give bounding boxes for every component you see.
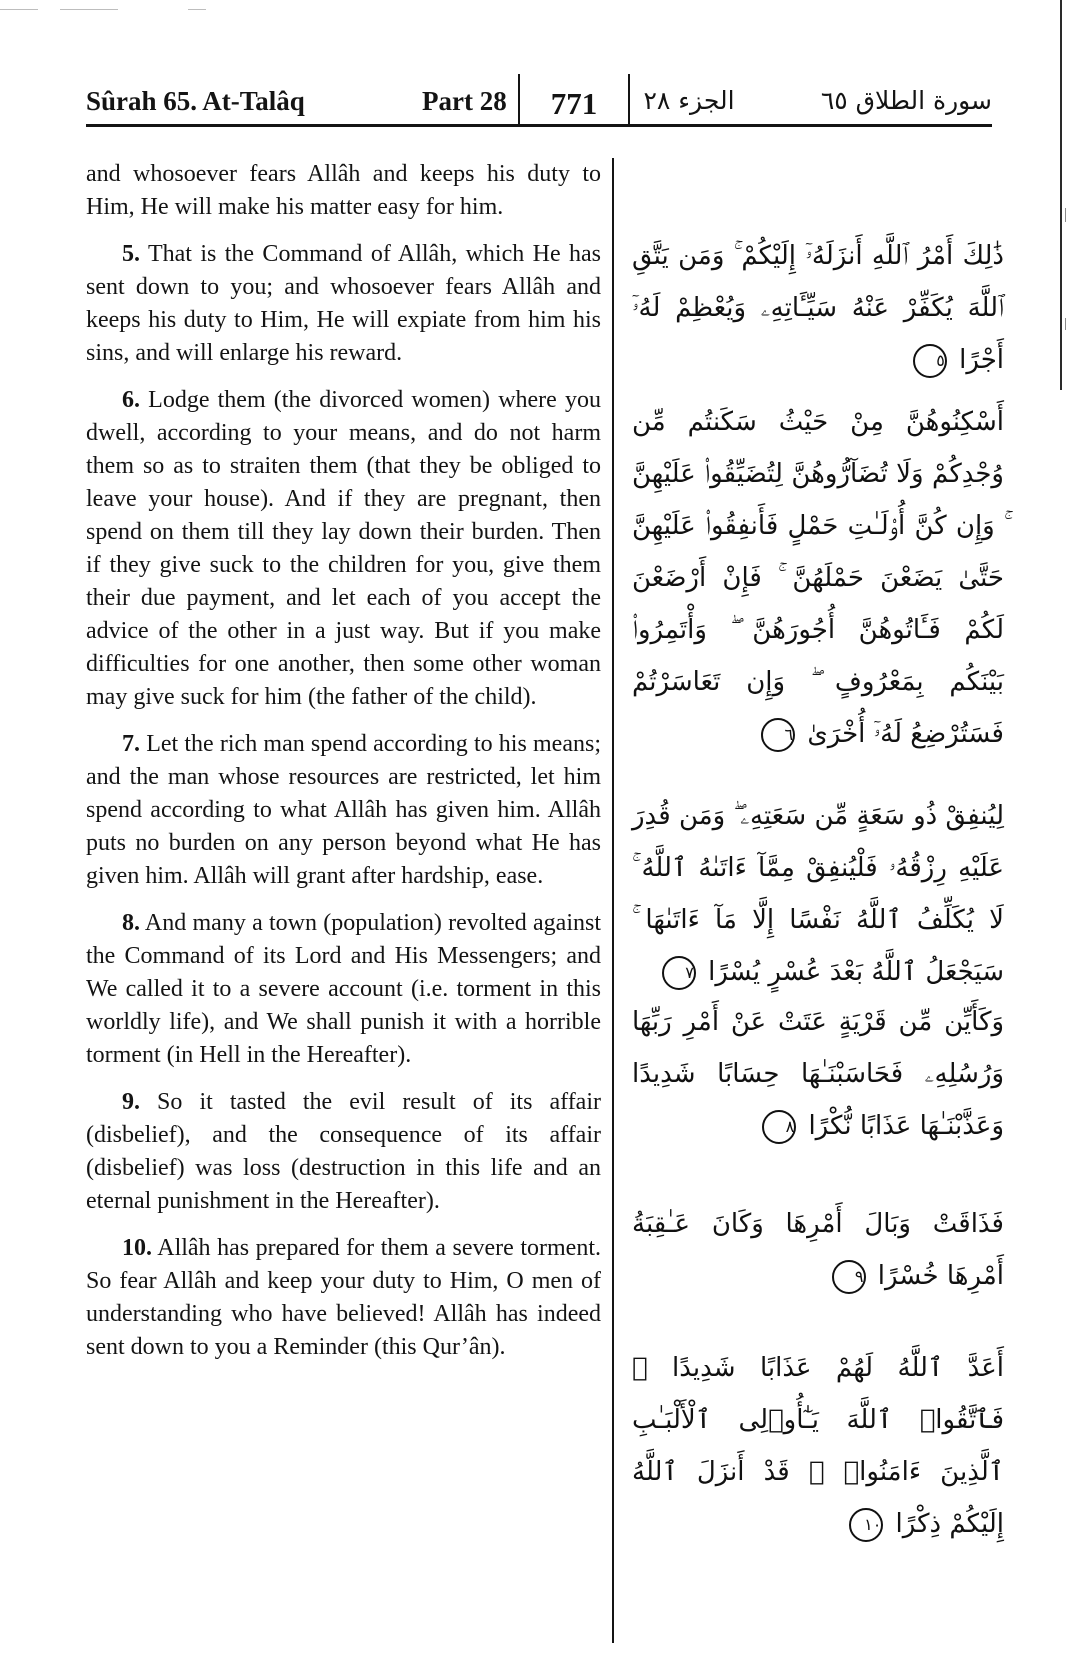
verse-5-english: [86, 238, 601, 370]
page-number-box: [518, 74, 630, 124]
ayah-end-marker-icon: ٩: [832, 1260, 866, 1294]
verse-text: Allâh has prepared for them a severe torment. So fear Allâh and keep your duty to Him, O men of understanding who have believed! Allâh has indeed sent down to you a Reminder (this Qur’ân).: [86, 1235, 601, 1360]
header-rule: [86, 124, 992, 127]
verse-9-arabic: [632, 1198, 1004, 1302]
verse-10-arabic: [632, 1342, 1004, 1550]
ayah-end-marker-icon: ٨: [762, 1110, 796, 1144]
verse-6-english: [86, 384, 601, 714]
ayah-end-marker-icon: ٦: [761, 718, 795, 752]
verse-text: Lodge them (the divorced women) where you dwell, according to your means, and do not harm them so as to straiten them (that they be obliged to leave your house). And if they are pregnant, then spend on them till they lay down their burden. Then if they give suck to the children for you, give them their due payment, and let each of you accept the advice of the other in a just way. But if you make difficulties for one another, then some other woman may give suck for him (the father of the child).: [86, 387, 601, 710]
verse-number: 9.: [122, 1089, 140, 1115]
arabic-verse-text: وَكَأَيِّن مِّن قَرْيَةٍ عَتَتْ عَنْ أَمْرِ رَبِّهَا وَرُسُلِهِۦ فَحَاسَبْنَـٰهَا حِسَابًا شَدِيدًا وَعَذَّبْنَـٰهَا عَذَابًا نُّكْرًا: [632, 1007, 1004, 1141]
verse-text: That is the Command of Allâh, which He has sent down to you; and whosoever fears Allâh and keeps his duty to Him, He will expiate from him his sins, and will enlarge his reward.: [86, 241, 601, 366]
verse-text: So it tasted the evil result of its affair (disbelief), and the consequence of its affair (disbelief) was loss (destruction in this life and an eternal punishment in the Hereafter).: [86, 1089, 601, 1214]
surah-title-english: Sûrah 65. At-Talâq: [86, 86, 305, 116]
verse-8-arabic: [632, 996, 1004, 1152]
verse-number: 5.: [122, 241, 140, 267]
verse-number: 8.: [122, 910, 140, 936]
column-divider: [612, 158, 614, 1643]
verse-number: 7.: [122, 731, 140, 757]
ayah-end-marker-icon: ٥: [913, 344, 947, 378]
arabic-verse-text: أَسْكِنُوهُنَّ مِنْ حَيْثُ سَكَنتُم مِّن وُجْدِكُمْ وَلَا تُضَآرُّوهُنَّ لِتُضَيِّقُوا۟ عَلَيْهِنَّ ۚ وَإِن كُنَّ أُو۟لَـٰتِ حَمْلٍ فَأَنفِقُوا۟ عَلَيْهِنَّ حَتَّىٰ يَضَعْنَ حَمْلَهُنَّ ۚ فَإِنْ أَرْضَعْنَ لَكُمْ فَـَٔاتُوهُنَّ أُجُورَهُنَّ ۖ وَأْتَمِرُوا۟ بَيْنَكُم بِمَعْرُوفٍ ۖ وَإِن تَعَاسَرْتُمْ فَسَتُرْضِعُ لَهُۥٓ أُخْرَىٰ: [632, 407, 1004, 749]
scan-right-edge-line: [1060, 0, 1062, 390]
verse-6-arabic: [632, 396, 1004, 760]
verse-7-english: [86, 728, 601, 893]
verse-7-arabic: [632, 790, 1004, 998]
part-label-english: Part 28: [422, 86, 507, 116]
verse-9-english: [86, 1086, 601, 1218]
verse-number: 6.: [122, 387, 140, 413]
page-header: [86, 74, 992, 130]
verse-8-english: [86, 907, 601, 1072]
page-number: 771: [550, 86, 598, 121]
verse-10-english: [86, 1232, 601, 1364]
ayah-end-marker-icon: ١٠: [849, 1508, 883, 1542]
arabic-verse-text: أَعَدَّ ٱللَّهُ لَهُمْ عَذَابًا شَدِيدًا ۖ فَٱتَّقُوا۟ ٱللَّهَ يَـٰٓأُو۟لِى ٱلْأَلْبَـٰبِ ٱلَّذِينَ ءَامَنُوا۟ ۚ قَدْ أَنزَلَ ٱللَّهُ إِلَيْكُمْ ذِكْرًا: [632, 1353, 1004, 1539]
english-translation-column: [86, 158, 601, 1378]
verse-text: Let the rich man spend according to his means; and the man whose resources are restricted, let him spend according to what Allâh has given him. Allâh puts no burden on any person beyond what He has given him. Allâh will grant after hardship, ease.: [86, 731, 601, 889]
arabic-verse-text: لِيُنفِقْ ذُو سَعَةٍ مِّن سَعَتِهِۦ ۖ وَمَن قُدِرَ عَلَيْهِ رِزْقُهُۥ فَلْيُنفِقْ مِمَّآ ءَاتَىٰهُ ٱللَّهُ ۚ لَا يُكَلِّفُ ٱللَّهُ نَفْسًا إِلَّا مَآ ءَاتَىٰهَا ۚ سَيَجْعَلُ ٱللَّهُ بَعْدَ عُسْرٍ يُسْرًا: [632, 801, 1004, 987]
verse-text: And many a town (population) revolted against the Command of its Lord and His Messengers; and We called it to a severe account (i.e. torment in this worldly life), and We shall punish it with a horrible torment (in Hell in the Hereafter).: [86, 910, 601, 1068]
arabic-verse-text: فَذَاقَتْ وَبَالَ أَمْرِهَا وَكَانَ عَـٰقِبَةُ أَمْرِهَا خُسْرًا: [632, 1209, 1004, 1291]
verse-5-arabic: [632, 230, 1004, 386]
verse-continuation: and whosoever fears Allâh and keeps his duty to Him, He will make his matter easy for him.: [86, 161, 601, 220]
ayah-end-marker-icon: ٧: [662, 956, 696, 990]
arabic-verse-text: ذَٰلِكَ أَمْرُ ٱللَّهِ أَنزَلَهُۥٓ إِلَيْكُمْ ۚ وَمَن يَتَّقِ ٱللَّهَ يُكَفِّرْ عَنْهُ سَيِّـَٔاتِهِۦ وَيُعْظِمْ لَهُۥٓ أَجْرًا: [632, 241, 1004, 375]
surah-title-arabic: سورة الطلاق ٦٥: [820, 86, 992, 115]
scan-edge-marks: [0, 0, 1084, 20]
verse-number: 10.: [122, 1235, 152, 1261]
part-label-arabic: الجزء ٢٨: [643, 86, 735, 115]
